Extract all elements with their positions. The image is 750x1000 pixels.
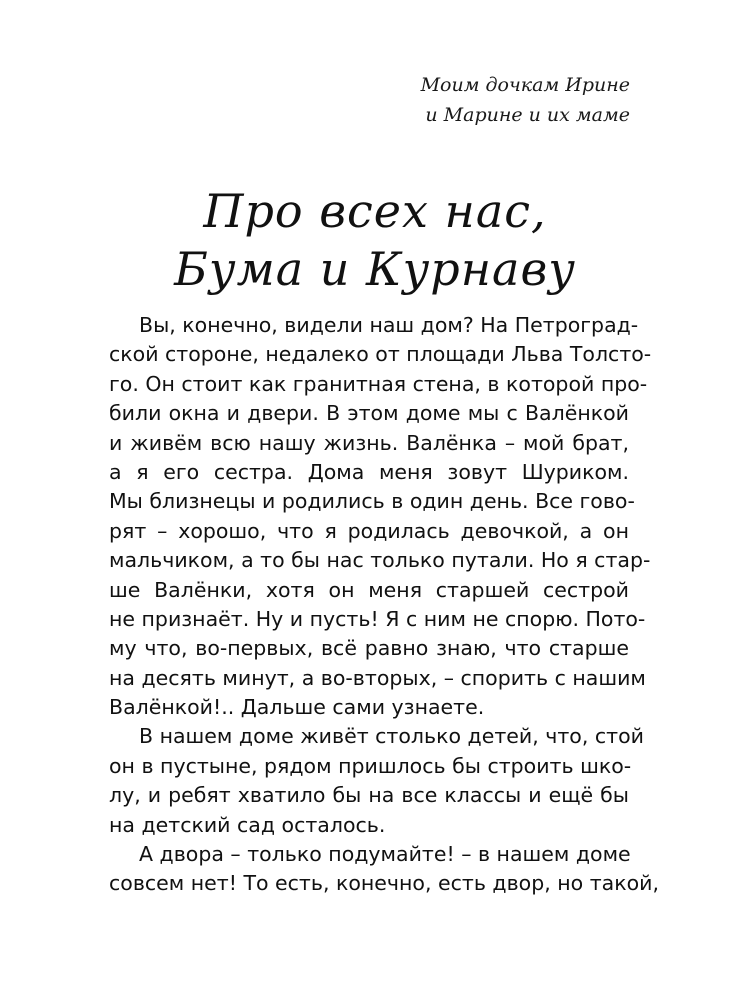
text-line: лу, и ребят хватило бы на все классы и ещё бы <box>109 783 629 808</box>
text-line: не признаёт. Ну и пусть! Я с ним не спорю. Пото- <box>109 606 646 631</box>
text-line: ше Валёнки, хотя он меня старшей сестрой <box>109 577 629 602</box>
text-line: Валёнкой!.. Дальше сами узнаете. <box>109 695 485 720</box>
text-line: он в пустыне, рядом пришлось бы строить шко- <box>109 753 632 778</box>
dedication <box>421 70 630 130</box>
text-line: и живём всю нашу жизнь. Валёнка – мой брат, <box>109 430 629 455</box>
text-line: рят – хорошо, что я родилась девочкой, а он <box>109 518 629 543</box>
chapter-title <box>0 182 750 298</box>
text-line: Мы близнецы и родились в один день. Все гово- <box>109 489 635 514</box>
text-line: на детский сад осталось. <box>109 812 386 837</box>
chapter-title-line-1: Про всех нас, <box>203 184 547 238</box>
text-line: А двора – только подумайте! – в нашем доме <box>139 842 631 867</box>
text-line: В нашем доме живёт столько детей, что, стой <box>139 724 644 749</box>
text-line: ской стороне, недалеко от площади Льва Толсто- <box>109 342 652 367</box>
dedication-line-1: Моим дочкам Ирине <box>420 74 630 96</box>
text-line: мальчиком, а то бы нас только путали. Но я стар- <box>109 548 651 573</box>
dedication-line-2: и Марине и их маме <box>425 104 630 126</box>
text-line: били окна и двери. В этом доме мы с Валёнкой <box>109 401 629 426</box>
body-text <box>109 311 659 899</box>
text-line: го. Он стоит как гранитная стена, в которой про- <box>109 371 648 396</box>
text-line: а я его сестра. Дома меня зовут Шуриком. <box>109 459 629 484</box>
text-line: на десять минут, а во-вторых, – спорить с нашим <box>109 665 646 690</box>
text-line: совсем нет! То есть, конечно, есть двор, но такой, <box>109 871 659 896</box>
chapter-title-line-2: Бума и Курнаву <box>174 242 576 296</box>
text-line: му что, во-первых, всё равно знаю, что старше <box>109 636 629 661</box>
text-line: Вы, конечно, видели наш дом? На Петроград- <box>139 313 639 337</box>
